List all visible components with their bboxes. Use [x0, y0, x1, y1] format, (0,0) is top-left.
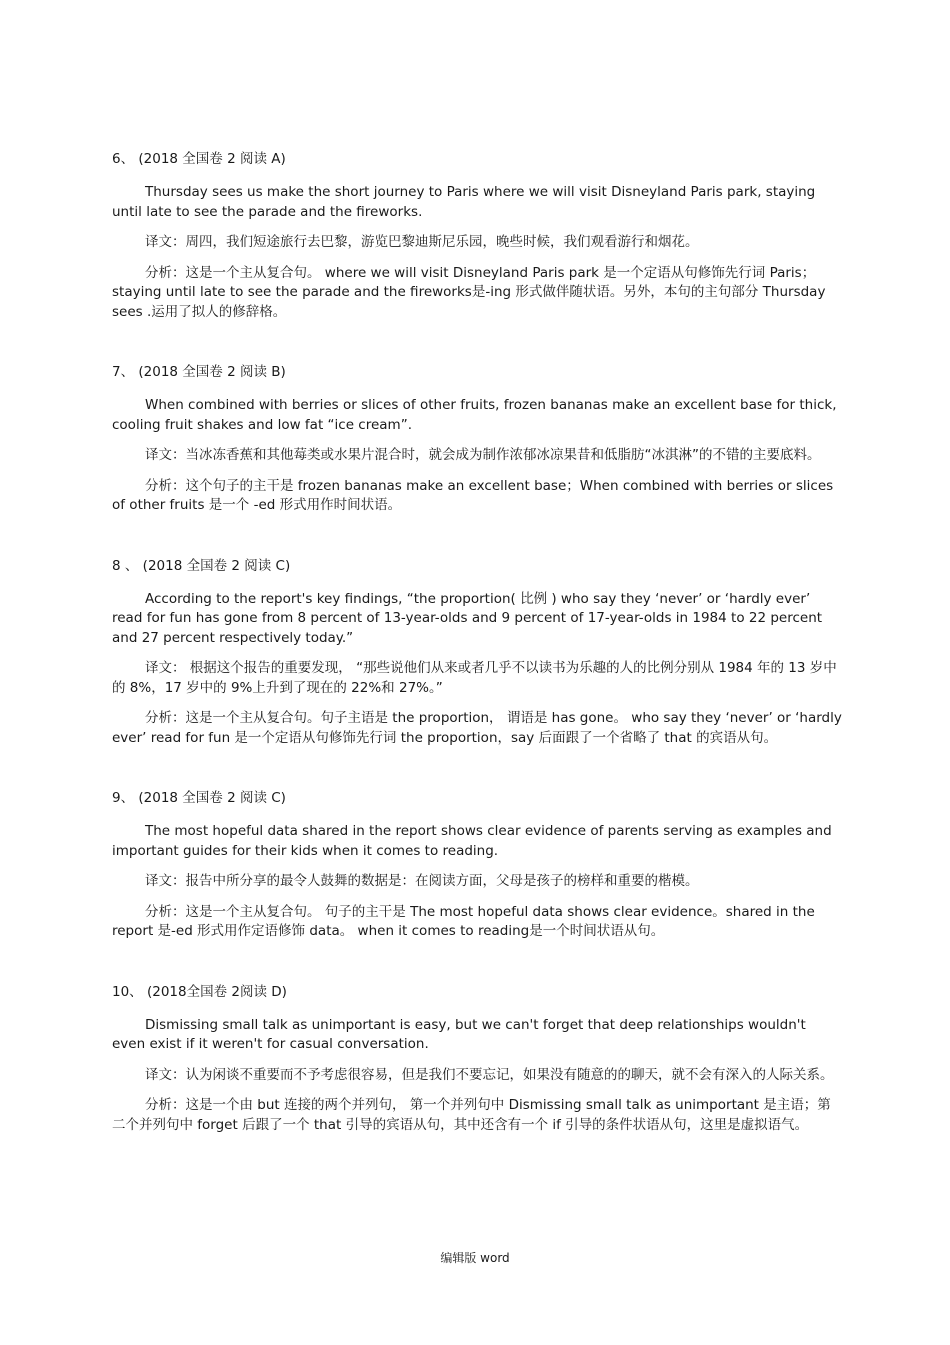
page-footer: 编辑版 word	[440, 1251, 510, 1265]
item-title: 6、 (2018 全国卷 2 阅读 A)	[112, 151, 286, 167]
translation: 译文：周四，我们短途旅行去巴黎，游览巴黎迪斯尼乐园，晚些时候，我们观看游行和烟花。	[145, 234, 699, 250]
analysis: 分析：这是一个主从复合句。 where we will visit Disneyland Paris park 是一个定语从句修饰先行词 Paris； staying until late to see the parade and the fireworks是-ing 形式做伴随状语。另外，本句的主句部分 Thursday sees .运用了拟人的修辞格。	[112, 264, 826, 320]
english-sentence: When combined with berries or slices of other fruits, frozen bananas make an excellent base for thick, cooling fruit shakes and low fat “ice cream”.	[112, 397, 837, 433]
english-sentence: According to the report's key findings, “the proportion( 比例 ) who say they ‘never’ or ‘hardly ever’ read for fun has gone from 8 percent of 13-year-olds and 9 percent of 17-year-olds in 1984 to 22 percent and 27 percent respectively today.”	[112, 590, 823, 646]
translation: 译文：当冰冻香蕉和其他莓类或水果片混合时，就会成为制作浓郁冰凉果昔和低脂肪“冰淇淋”的不错的主要底料。	[145, 447, 821, 463]
english-sentence: Dismissing small talk as unimportant is easy, but we can't forget that deep relationships wouldn't even exist if it weren't for casual conversation.	[112, 1016, 806, 1052]
example-item-9	[112, 789, 842, 942]
document-body	[112, 150, 842, 1176]
translation: 译文：报告中所分享的最令人鼓舞的数据是：在阅读方面，父母是孩子的榜样和重要的楷模。	[145, 873, 699, 889]
example-item-8	[112, 557, 842, 749]
item-title: 8 、 (2018 全国卷 2 阅读 C)	[112, 557, 291, 574]
item-title: 7、 (2018 全国卷 2 阅读 B)	[112, 364, 286, 380]
analysis: 分析：这是一个主从复合句。句子主语是 the proportion， 谓语是 has gone。 who say they ‘never’ or ‘hardly ever’ read for fun 是一个定语从句修饰先行词 the proportion，say 后面跟了一个省略了 that 的宾语从句。	[112, 710, 842, 746]
analysis: 分析：这是一个由 but 连接的两个并列句， 第一个并列句中 Dismissing small talk as unimportant 是主语；第二个并列句中 forget 后跟了一个 that 引导的宾语从句，其中还含有一个 if 引导的条件状语从句，这里是虚拟语气。	[112, 1097, 831, 1133]
english-sentence: The most hopeful data shared in the report shows clear evidence of parents serving as examples and important guides for their kids when it comes to reading.	[112, 823, 832, 859]
translation: 译文：认为闲谈不重要而不予考虑很容易，但是我们不要忘记，如果没有随意的的聊天，就不会有深入的人际关系。	[145, 1066, 834, 1083]
item-title: 9、 (2018 全国卷 2 阅读 C)	[112, 790, 286, 806]
example-item-7	[112, 363, 842, 516]
analysis: 分析：这个句子的主干是 frozen bananas make an excellent base；When combined with berries or slices of other fruits 是一个 -ed 形式用作时间状语。	[112, 477, 834, 513]
example-item-10	[112, 983, 842, 1136]
analysis: 分析：这是一个主从复合句。 句子的主干是 The most hopeful data shows clear evidence。shared in the report 是-ed 形式用作定语修饰 data。 when it comes to reading是一个时间状语从句。	[112, 903, 815, 939]
example-item-6	[112, 150, 842, 322]
item-title: 10、 (2018全国卷 2阅读 D)	[112, 983, 287, 1000]
translation: 译文： 根据这个报告的重要发现， “那些说他们从来或者几乎不以读书为乐趣的人的比例分别从 1984 年的 13 岁中的 8%，17 岁中的 9%上升到了现在的 22%和 27%。”	[112, 660, 837, 696]
english-sentence: Thursday sees us make the short journey to Paris where we will visit Disneyland Paris park, staying until late to see the parade and the fireworks.	[112, 184, 816, 220]
